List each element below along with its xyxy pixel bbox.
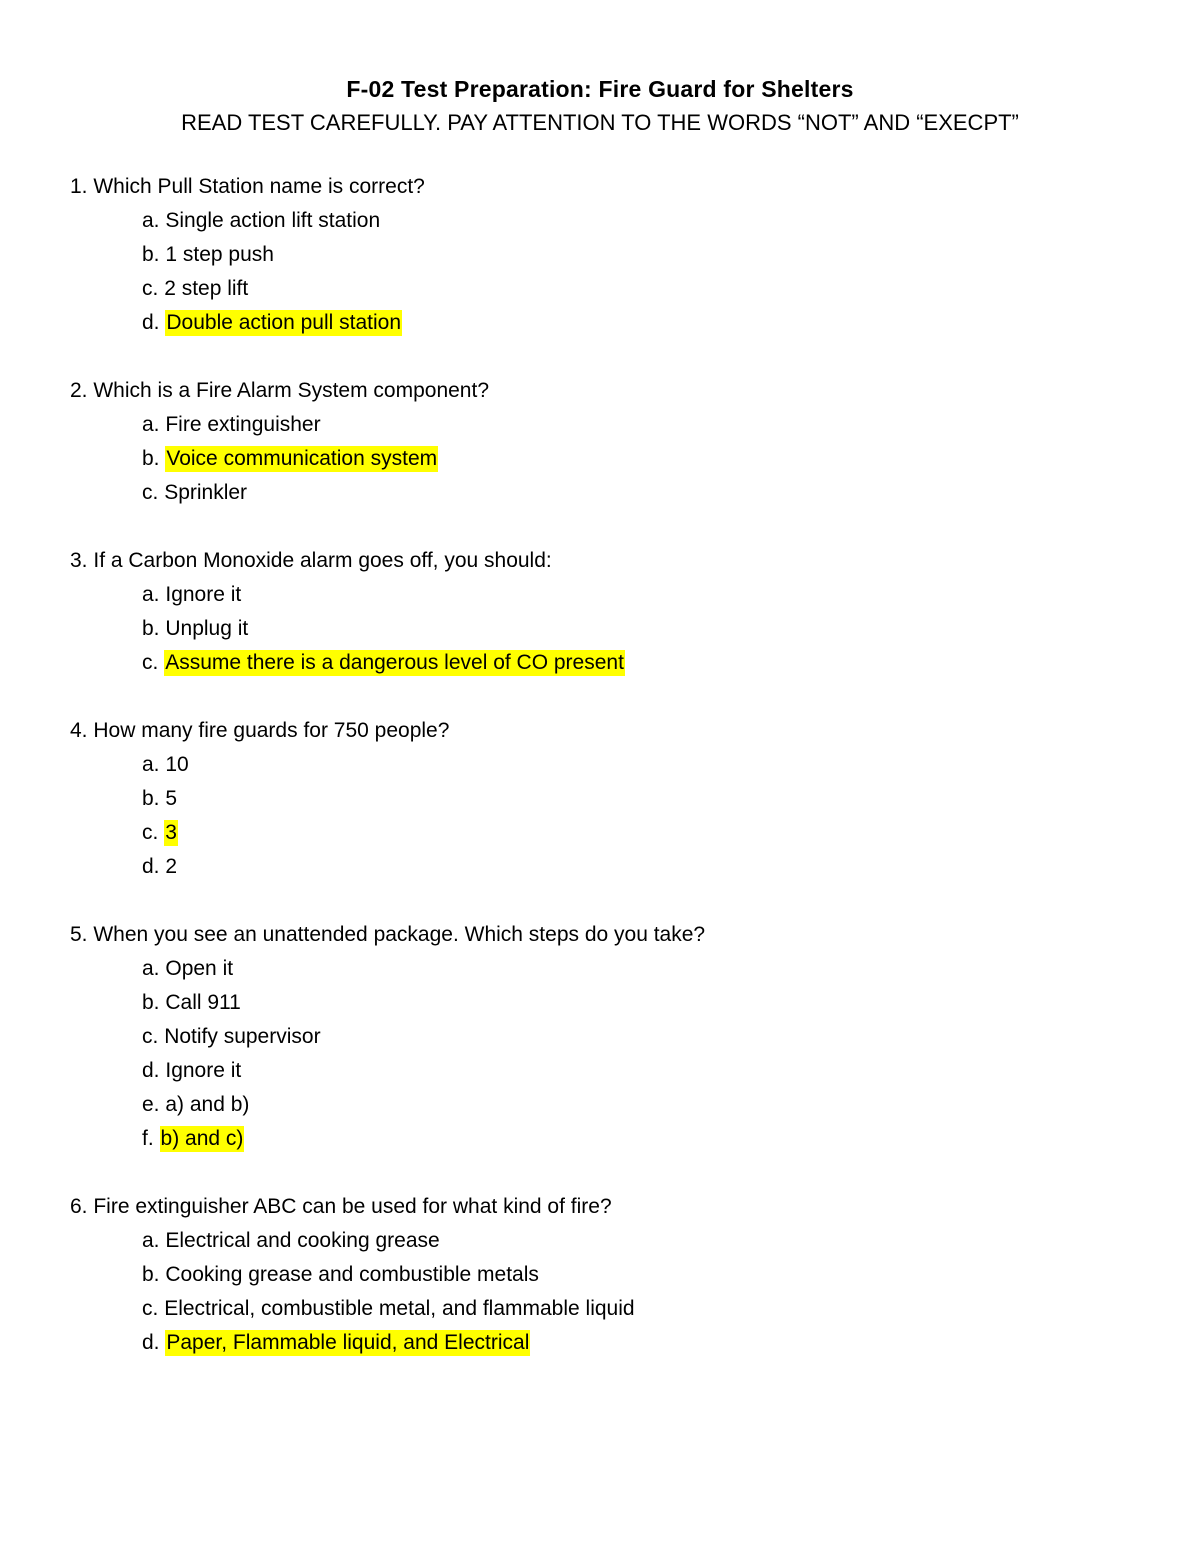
question-number: 1. xyxy=(70,175,88,198)
option-text-highlighted: 3 xyxy=(165,821,177,844)
option-letter: b. xyxy=(142,991,160,1014)
option-letter: c. xyxy=(142,1297,159,1320)
option-letter: d. xyxy=(142,311,160,334)
question-text-line xyxy=(70,544,1130,578)
question-number: 2. xyxy=(70,379,88,402)
option-text: Unplug it xyxy=(165,617,249,640)
option-letter: c. xyxy=(142,481,159,504)
answer-option xyxy=(70,578,1130,612)
answer-option xyxy=(70,748,1130,782)
answer-option xyxy=(70,986,1130,1020)
option-text-highlighted: Assume there is a dangerous level of CO present xyxy=(165,651,624,674)
option-letter: b. xyxy=(142,787,160,810)
option-text: Ignore it xyxy=(165,1059,242,1082)
question-4 xyxy=(70,714,1130,884)
option-text: Cooking grease and combustible metals xyxy=(165,1263,539,1286)
answer-option-correct xyxy=(70,306,1130,340)
question-list xyxy=(70,170,1130,1394)
option-letter: c. xyxy=(142,277,159,300)
option-text: 5 xyxy=(165,787,178,810)
option-text: Fire extinguisher xyxy=(165,413,321,436)
answer-option xyxy=(70,476,1130,510)
option-text: Electrical and cooking grease xyxy=(165,1229,440,1252)
option-letter: c. xyxy=(142,651,159,674)
option-letter: f. xyxy=(142,1127,154,1150)
question-text-line xyxy=(70,374,1130,408)
question-number: 5. xyxy=(70,923,88,946)
option-text: 2 step lift xyxy=(164,277,249,300)
question-text: How many fire guards for 750 people? xyxy=(93,719,450,742)
question-number: 3. xyxy=(70,549,88,572)
option-letter: a. xyxy=(142,753,160,776)
answer-option xyxy=(70,612,1130,646)
answer-option xyxy=(70,782,1130,816)
option-letter: d. xyxy=(142,1331,160,1354)
question-3 xyxy=(70,544,1130,680)
question-text-line xyxy=(70,170,1130,204)
option-text: 2 xyxy=(165,855,178,878)
answer-option-correct xyxy=(70,1326,1130,1360)
answer-option xyxy=(70,1258,1130,1292)
option-text: 1 step push xyxy=(165,243,274,266)
answer-option-correct xyxy=(70,1122,1130,1156)
option-letter: a. xyxy=(142,583,160,606)
option-letter: e. xyxy=(142,1093,160,1116)
option-letter: b. xyxy=(142,1263,160,1286)
answer-option-correct xyxy=(70,442,1130,476)
question-1 xyxy=(70,170,1130,340)
option-text: a) and b) xyxy=(165,1093,250,1116)
question-2 xyxy=(70,374,1130,510)
question-text: If a Carbon Monoxide alarm goes off, you should: xyxy=(93,549,552,572)
question-number: 6. xyxy=(70,1195,88,1218)
option-text-highlighted: Paper, Flammable liquid, and Electrical xyxy=(166,1331,530,1354)
option-letter: a. xyxy=(142,957,160,980)
option-text: Ignore it xyxy=(165,583,242,606)
option-text-highlighted: b) and c) xyxy=(160,1127,244,1150)
option-text: 10 xyxy=(165,753,189,776)
option-letter: c. xyxy=(142,821,159,844)
option-text: Call 911 xyxy=(165,991,241,1014)
option-letter: d. xyxy=(142,855,160,878)
option-letter: a. xyxy=(142,1229,160,1252)
question-text-line xyxy=(70,1190,1130,1224)
answer-option xyxy=(70,1088,1130,1122)
answer-option-correct xyxy=(70,646,1130,680)
question-number: 4. xyxy=(70,719,88,742)
option-text: Electrical, combustible metal, and flammable liquid xyxy=(164,1297,635,1320)
answer-option xyxy=(70,408,1130,442)
option-letter: b. xyxy=(142,617,160,640)
option-letter: b. xyxy=(142,447,160,470)
option-letter: a. xyxy=(142,209,160,232)
question-6 xyxy=(70,1190,1130,1360)
answer-option xyxy=(70,952,1130,986)
answer-option xyxy=(70,850,1130,884)
option-text: Sprinkler xyxy=(164,481,248,504)
question-text-line xyxy=(70,918,1130,952)
option-text-highlighted: Voice communication system xyxy=(166,447,438,470)
answer-option xyxy=(70,238,1130,272)
document-subtitle: READ TEST CAREFULLY. PAY ATTENTION TO THE WORDS “NOT” AND “EXECPT” xyxy=(181,110,1019,135)
answer-option xyxy=(70,272,1130,306)
option-letter: a. xyxy=(142,413,160,436)
option-letter: b. xyxy=(142,243,160,266)
option-letter: c. xyxy=(142,1025,159,1048)
answer-option-correct xyxy=(70,816,1130,850)
question-text: Which is a Fire Alarm System component? xyxy=(93,379,489,402)
question-text: Fire extinguisher ABC can be used for what kind of fire? xyxy=(93,1195,612,1218)
question-5 xyxy=(70,918,1130,1156)
question-text: Which Pull Station name is correct? xyxy=(93,175,425,198)
option-text-highlighted: Double action pull station xyxy=(166,311,402,334)
option-text: Single action lift station xyxy=(165,209,381,232)
document-title: F-02 Test Preparation: Fire Guard for Shelters xyxy=(346,76,854,102)
option-text: Open it xyxy=(165,957,234,980)
answer-option xyxy=(70,1020,1130,1054)
question-text-line xyxy=(70,714,1130,748)
answer-option xyxy=(70,1292,1130,1326)
answer-option xyxy=(70,1224,1130,1258)
question-text: When you see an unattended package. Which steps do you take? xyxy=(93,923,706,946)
answer-option xyxy=(70,204,1130,238)
answer-option xyxy=(70,1054,1130,1088)
option-letter: d. xyxy=(142,1059,160,1082)
option-text: Notify supervisor xyxy=(164,1025,321,1048)
